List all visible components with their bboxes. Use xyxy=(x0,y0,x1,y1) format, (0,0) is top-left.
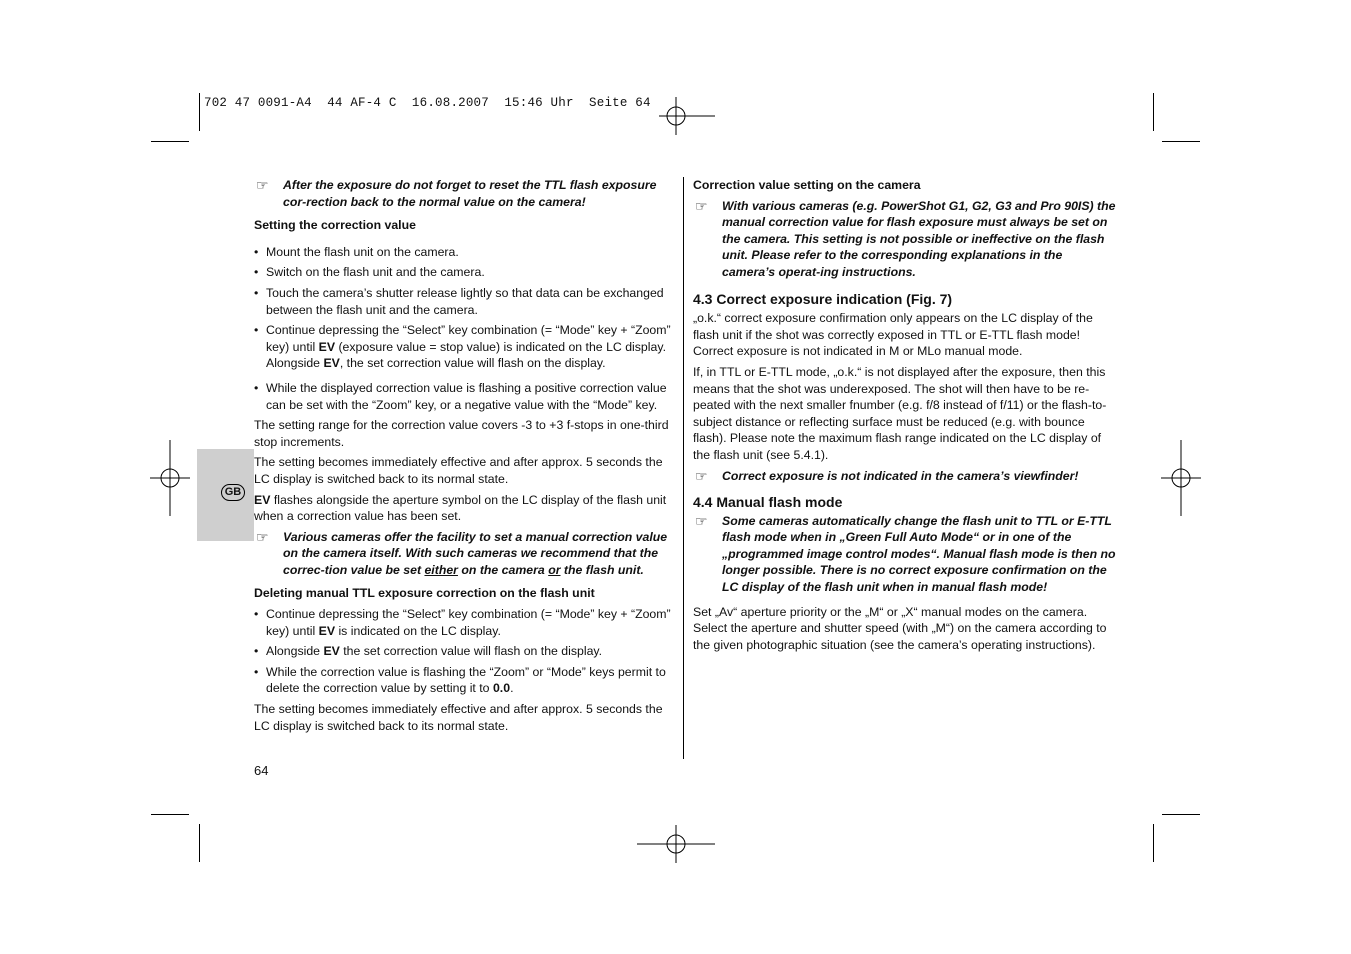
paragraph: The setting range for the correction value covers -3 to +3 f-stops in one-third stop increments. xyxy=(254,418,669,449)
registration-mark-icon xyxy=(1161,440,1201,516)
section-heading: Deleting manual TTL exposure correction on the flash unit xyxy=(254,586,595,601)
paragraph: The setting becomes immediately effective and after approx. 5 seconds the LC display is switched back to its normal state. xyxy=(254,702,663,733)
list-item: • Continue depressing the “Select” key combination (= “Mode” key + “Zoom” key) until EV is indicated on the LC display. xyxy=(254,606,677,639)
pointing-hand-icon: ☞ xyxy=(256,528,269,545)
crop-mark xyxy=(151,141,189,142)
paragraph: „o.k.“ correct exposure confirmation only appears on the LC display of the flash unit if the shot was correctly exposed in TTL or E-TTL flash mode! Correct exposure is not indicated in M or MLo manual mode. xyxy=(693,311,1093,359)
paragraph: The setting becomes immediately effective and after approx. 5 seconds the LC display is switched back to its normal state. xyxy=(254,455,663,486)
print-header: 702 47 0091-A4 44 AF-4 C 16.08.2007 15:46 Uhr Seite 64 xyxy=(204,96,651,110)
list-item: • Switch on the flash unit and the camera. xyxy=(254,264,677,281)
list-item: • Mount the flash unit on the camera. xyxy=(254,244,677,261)
bullet-list xyxy=(254,244,677,413)
pointing-hand-icon: ☞ xyxy=(695,467,708,484)
note-text: With various cameras (e.g. PowerShot G1, G2, G3 and Pro 90IS) the manual correction value for flash exposure must always be set on the camera. This setting is not possible or ineffective on the flash unit. Please refer to the corresponding explanations in the camera’s operat-ing instructions. xyxy=(722,198,1116,279)
pointing-hand-icon: ☞ xyxy=(695,197,708,214)
crop-mark xyxy=(1162,141,1200,142)
registration-mark-icon xyxy=(637,825,715,863)
crop-mark xyxy=(1162,814,1200,815)
list-item: • While the correction value is flashing the “Zoom” or “Mode” keys permit to delete the correction value by setting it to 0.0. xyxy=(254,664,677,697)
note-text: Correct exposure is not indicated in the camera’s viewfinder! xyxy=(722,468,1079,483)
section-heading: Setting the correction value xyxy=(254,218,416,233)
list-item: • Continue depressing the “Select” key combination (= “Mode” key + “Zoom” key) until EV (exposure value = stop value) is indicated on the LC display. Alongside EV, the set correction value will flash on the display. xyxy=(254,322,677,372)
right-column xyxy=(693,177,1116,653)
paragraph: If, in TTL or E-TTL mode, „o.k.“ is not displayed after the exposure, then this means that the shot was underexposed. The shot will then have to be re-peated with the next smaller fnumber (e.g. f/8 instead of f/11) or the flash-to-subject distance or reflecting surface must be reduced (e.g. with bounce flash). Please note the maximum flash range indicated on the LC display of the flash unit (see 5.4.1). xyxy=(693,364,1107,462)
registration-mark-icon xyxy=(150,440,190,516)
crop-mark xyxy=(199,93,200,131)
note: ☞ Various cameras offer the facility to set a manual correction value on the camera itself. With such cameras we recommend that the correc-tion value be set either on the camera or the flash unit. xyxy=(256,528,668,577)
pointing-hand-icon: ☞ xyxy=(695,512,708,529)
list-item: • While the displayed correction value is flashing a positive correction value can be set with the “Zoom” key, or a negative value with the “Mode” key. xyxy=(254,380,677,413)
left-column xyxy=(254,177,677,734)
note xyxy=(254,177,677,210)
crop-mark xyxy=(151,814,189,815)
crop-mark xyxy=(1153,93,1154,131)
note xyxy=(693,198,1116,281)
section-heading: Correction value setting on the camera xyxy=(693,178,921,192)
paragraph: EV flashes alongside the aperture symbol on the LC display of the flash unit when a correction value has been set. xyxy=(254,492,667,524)
note-text: After the exposure do not forget to reset the TTL flash exposure cor-rection back to the normal value on the camera! xyxy=(283,178,657,209)
column-divider xyxy=(683,177,684,759)
paragraph: Set „Av“ aperture priority or the „M“ or „X“ manual modes on the camera. Select the aperture and shutter speed (with „M“) on the camera according to the given photographic situation (see the camera’s operating instructions). xyxy=(693,604,1107,652)
pointing-hand-icon: ☞ xyxy=(256,177,269,193)
crop-mark xyxy=(1153,824,1154,862)
section-title: 4.3 Correct exposure indication (Fig. 7) xyxy=(693,290,953,307)
crop-mark xyxy=(199,824,200,862)
note-text: Some cameras automatically change the flash unit to TTL or E-TTL flash mode when in „Green Full Auto Mode“ or in one of the „programmed image control modes“. Manual flash mode is then no longer possible. There is no correct exposure confirmation on the LC display of the flash unit when in manual flash mode! xyxy=(722,513,1116,595)
language-badge: GB xyxy=(221,484,245,501)
page-number: 64 xyxy=(254,763,269,778)
list-item: • Alongside EV the set correction value will flash on the display. xyxy=(254,643,677,660)
registration-mark-icon xyxy=(659,97,715,135)
list-item: • Touch the camera’s shutter release lightly so that data can be exchanged between the flash unit and the camera. xyxy=(254,285,677,318)
section-title: 4.4 Manual flash mode xyxy=(693,494,843,511)
note xyxy=(693,513,1116,596)
note xyxy=(693,468,1116,485)
